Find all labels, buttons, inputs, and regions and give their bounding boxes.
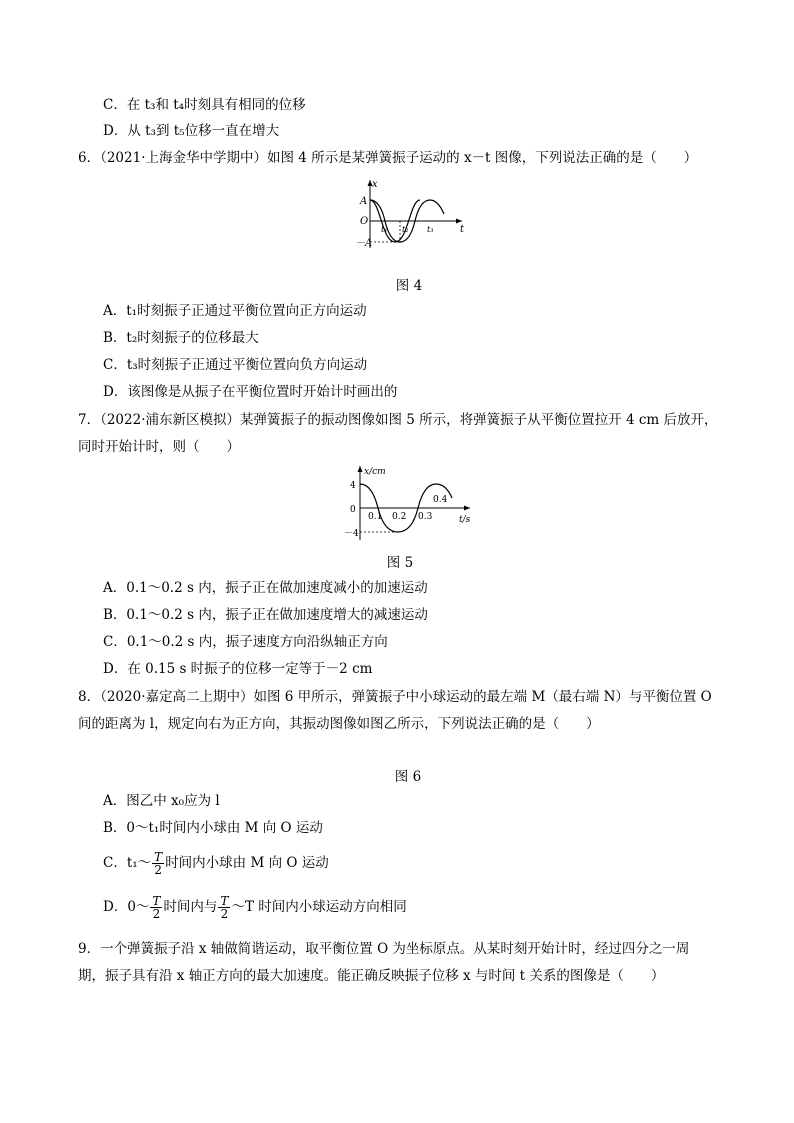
fig4-axis-y: x (372, 179, 378, 190)
fraction-t-over-2: $\frac{T}{2}$ (220, 894, 229, 921)
q5-option-d: D．从 t₃到 t₅位移一直在增大 (103, 123, 280, 139)
fig5-t01: 0.1 (368, 512, 383, 522)
fig4-label-neg-a: －A (355, 238, 373, 249)
q7-stem-cont: 同时开始计时，则（ ） (78, 439, 240, 455)
q6-option-b: B．t₂时刻振子的位移最大 (103, 330, 259, 346)
q8-stem: 8．（2020·嘉定高二上期中）如图 6 甲所示，弹簧振子中小球运动的最左端 M（最右端 N）与平衡位置 O (78, 689, 712, 705)
fig4-label-a: A (360, 196, 368, 207)
figure-5-caption: 图 5 (386, 555, 414, 571)
fig4-t2: t₂ (402, 225, 409, 234)
figure-5 (342, 462, 477, 544)
figure-4 (350, 176, 480, 256)
figure-6-caption: 图 6 (394, 769, 422, 785)
fig4-t1: t₁ (381, 225, 388, 234)
q9-stem-cont: 期，振子具有沿 x 轴正方向的最大加速度。能正确反映振子位移 x 与时间 t 关系的图像是（ ） (78, 968, 665, 984)
q9-stem: 9．一个弹簧振子沿 x 轴做简谐运动，取平衡位置 O 为坐标原点。从某时刻开始计时，经过四分之一周 (78, 941, 690, 957)
q8-option-b: B．0～t₁时间内小球由 M 向 O 运动 (103, 820, 323, 836)
fig5-axis-y: x/cm (364, 467, 386, 477)
fig4-t3: t₃ (427, 225, 434, 234)
q8-option-c: C．t₁～ $\frac{T}{2}$ 时间内小球由 M 向 O 运动 (103, 850, 329, 877)
fig5-t02: 0.2 (392, 512, 407, 522)
q7-option-b: B．0.1～0.2 s 内，振子正在做加速度增大的减速运动 (103, 607, 428, 623)
q6-option-a: A．t₁时刻振子正通过平衡位置向正方向运动 (103, 303, 367, 319)
q7-stem: 7．（2022·浦东新区模拟）某弹簧振子的振动图像如图 5 所示，将弹簧振子从平衡位置拉开 4 cm 后放开， (78, 412, 718, 428)
figure-4-caption: 图 4 (395, 278, 423, 294)
q6-option-c: C．t₃时刻振子正通过平衡位置向负方向运动 (103, 357, 368, 373)
q8-option-a: A．图乙中 x₀应为 l (103, 793, 220, 809)
q7-option-d: D．在 0.15 s 时振子的位移一定等于－2 cm (103, 661, 373, 677)
fig5-t04: 0.4 (433, 495, 448, 505)
q6-stem: 6．（2021·上海金华中学期中）如图 4 所示是某弹簧振子运动的 x－t 图像，下列说法正确的是（ ） (78, 150, 698, 166)
q7-option-c: C．0.1～0.2 s 内，振子速度方向沿纵轴正方向 (103, 634, 388, 650)
fig5-t03: 0.3 (418, 512, 433, 522)
q7-option-a: A．0.1～0.2 s 内，振子正在做加速度减小的加速运动 (103, 580, 428, 596)
fig4-axis-x: t (460, 224, 465, 235)
fig5-y-zero: 0 (350, 505, 356, 515)
q8-option-d: D．0～ $\frac{T}{2}$ 时间内与 $\frac{T}{2}$ ～T 时间内小球运动方向相同 (103, 894, 407, 921)
fig5-axis-x: t/s (459, 515, 471, 525)
q8-stem-cont: 间的距离为 l，规定向右为正方向，其振动图像如图乙所示，下列说法正确的是（ ） (78, 716, 600, 732)
fig5-y-bottom: －4 (344, 529, 359, 539)
q6-option-d: D．该图像是从振子在平衡位置时开始计时画出的 (103, 384, 398, 400)
q5-option-c: C．在 t₃和 t₄时刻具有相同的位移 (103, 97, 306, 113)
fig5-y-top: 4 (350, 481, 356, 491)
fraction-t-over-2: $\frac{T}{2}$ (154, 850, 163, 877)
fraction-t-over-2: $\frac{T}{2}$ (152, 894, 161, 921)
fig4-label-o: O (360, 216, 369, 227)
